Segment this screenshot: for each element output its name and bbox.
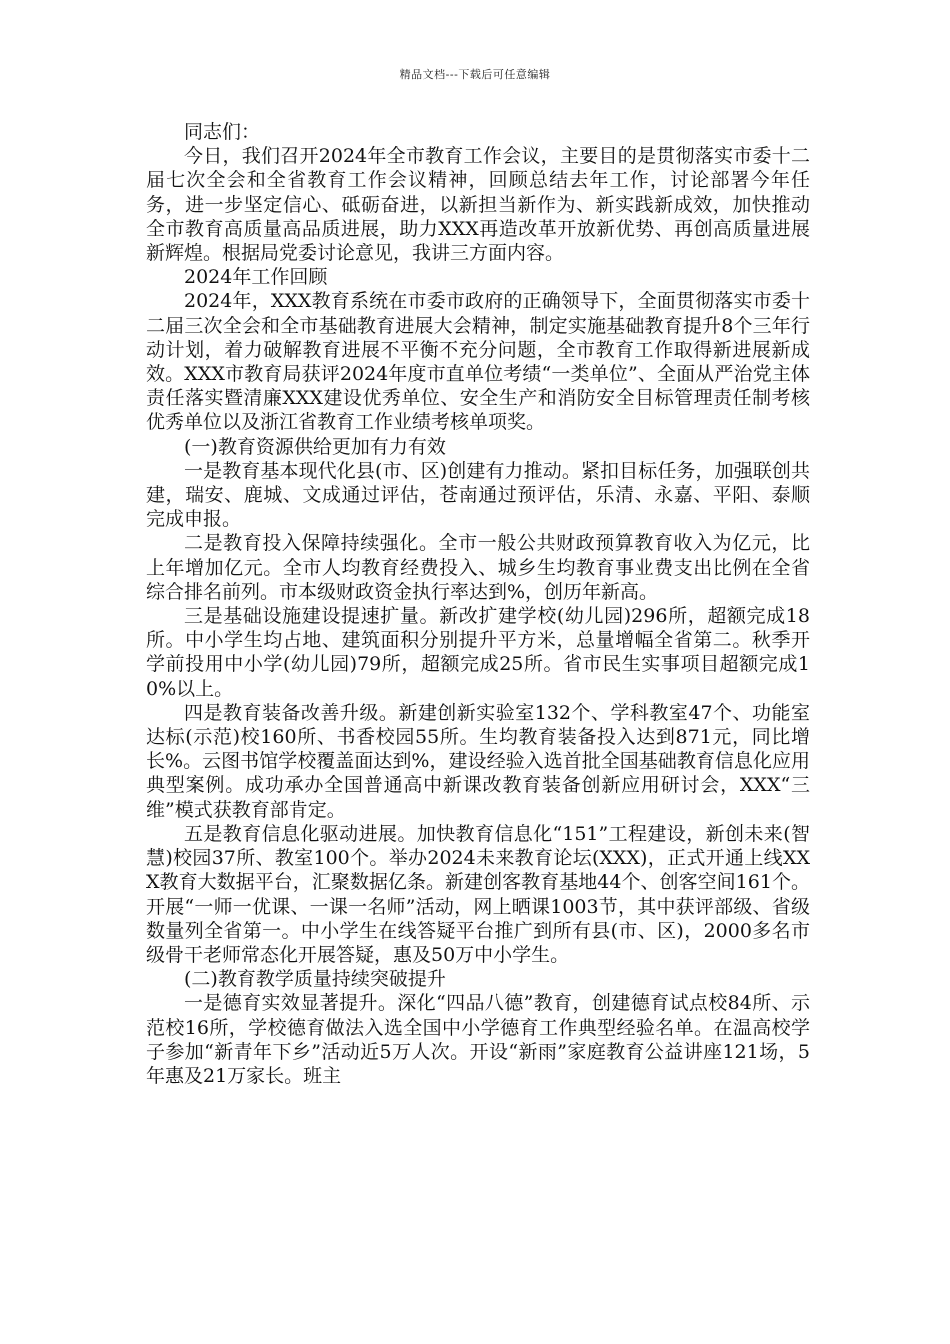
paragraph-review: 2024年，XXX教育系统在市委市政府的正确领导下，全面贯彻落实市委十二届三次全会和全市基础教育进展大会精神，制定实施基础教育提升8个三年行动计划，着力破解教育进展不平衡不充分问题，全市教育工作取得新进展新成效。XXX市教育局获评2024年度市直单位考绩“一类单位”、全面从严治党主体责任落实暨清廉XXX建设优秀单位、安全生产和消防安全目标管理责任制考核优秀单位以及浙江省教育工作业绩考核单项奖。 [146,290,810,434]
paragraph: 二是教育投入保障持续强化。全市一般公共财政预算教育收入为亿元，比上年增加亿元。全市人均教育经费投入、城乡生均教育事业费支出比例在全省综合排名前列。市本级财政资金执行率达到%，创历年新高。 [146,532,810,603]
paragraph: 三是基础设施建设提速扩量。新改扩建学校(幼儿园)296所，超额完成18所。中小学生均占地、建筑面积分别提升平方米，总量增幅全省第二。秋季开学前投用中小学(幼儿园)79所，超额完成25所。省市民生实事项目超额完成10%以上。 [146,605,810,700]
page-header: 精品文档---下载后可任意编辑 [399,68,551,81]
paragraph: 四是教育装备改善升级。新建创新实验室132个、学科教室47个、功能室达标(示范)校160所、书香校园55所。生均教育装备投入达到871元，同比增长%。云图书馆学校覆盖面达到%，建设经验入选首批全国基础教育信息化应用典型案例。成功承办全国普通高中新课改教育装备创新应用研讨会，XXX“三维”模式获教育部肯定。 [146,701,810,821]
section-heading: 2024年工作回顾 [184,266,328,289]
subsection-heading: (一)教育资源供给更加有力有效 [184,435,446,458]
paragraph: 五是教育信息化驱动进展。加快教育信息化“151”工程建设，新创未来(智慧)校园37所、教室100个。举办2024未来教育论坛(XXX)，正式开通上线XXX教育大数据平台，汇聚数据亿条。新建创客教育基地44个、创客空间161个。开展“一师一优课、一课一名师”活动，网上晒课1003节，其中获评部级、省级数量列全省第一。中小学生在线答疑平台推广到所有县(市、区)，2000多名市级骨干老师常态化开展答疑，惠及50万中小学生。 [146,822,810,966]
document-body [146,120,810,1088]
paragraph-intro: 今日，我们召开2024年全市教育工作会议，主要目的是贯彻落实市委十二届七次全会和全省教育工作会议精神，回顾总结去年工作，讨论部署今年任务，进一步坚定信心、砥砺奋进，以新担当新作为、新实践新成效，加快推动全市教育高质量高品质进展，助力XXX再造改革开放新优势、再创高质量进展新辉煌。根据局党委讨论意见，我讲三方面内容。 [146,145,810,265]
subsection-heading: (二)教育教学质量持续突破提升 [184,968,446,991]
paragraph: 一是德育实效显著提升。深化“四品八德”教育，创建德育试点校84所、示范校16所，学校德育做法入选全国中小学德育工作典型经验名单。在温高校学子参加“新青年下乡”活动近5万人次。开设“新雨”家庭教育公益讲座121场，5年惠及21万家长。班主 [146,992,810,1087]
salutation: 同志们： [184,121,261,143]
paragraph: 一是教育基本现代化县(市、区)创建有力推动。紧扣目标任务，加强联创共建，瑞安、鹿城、文成通过评估，苍南通过预评估，乐清、永嘉、平阳、泰顺完成申报。 [146,459,810,531]
